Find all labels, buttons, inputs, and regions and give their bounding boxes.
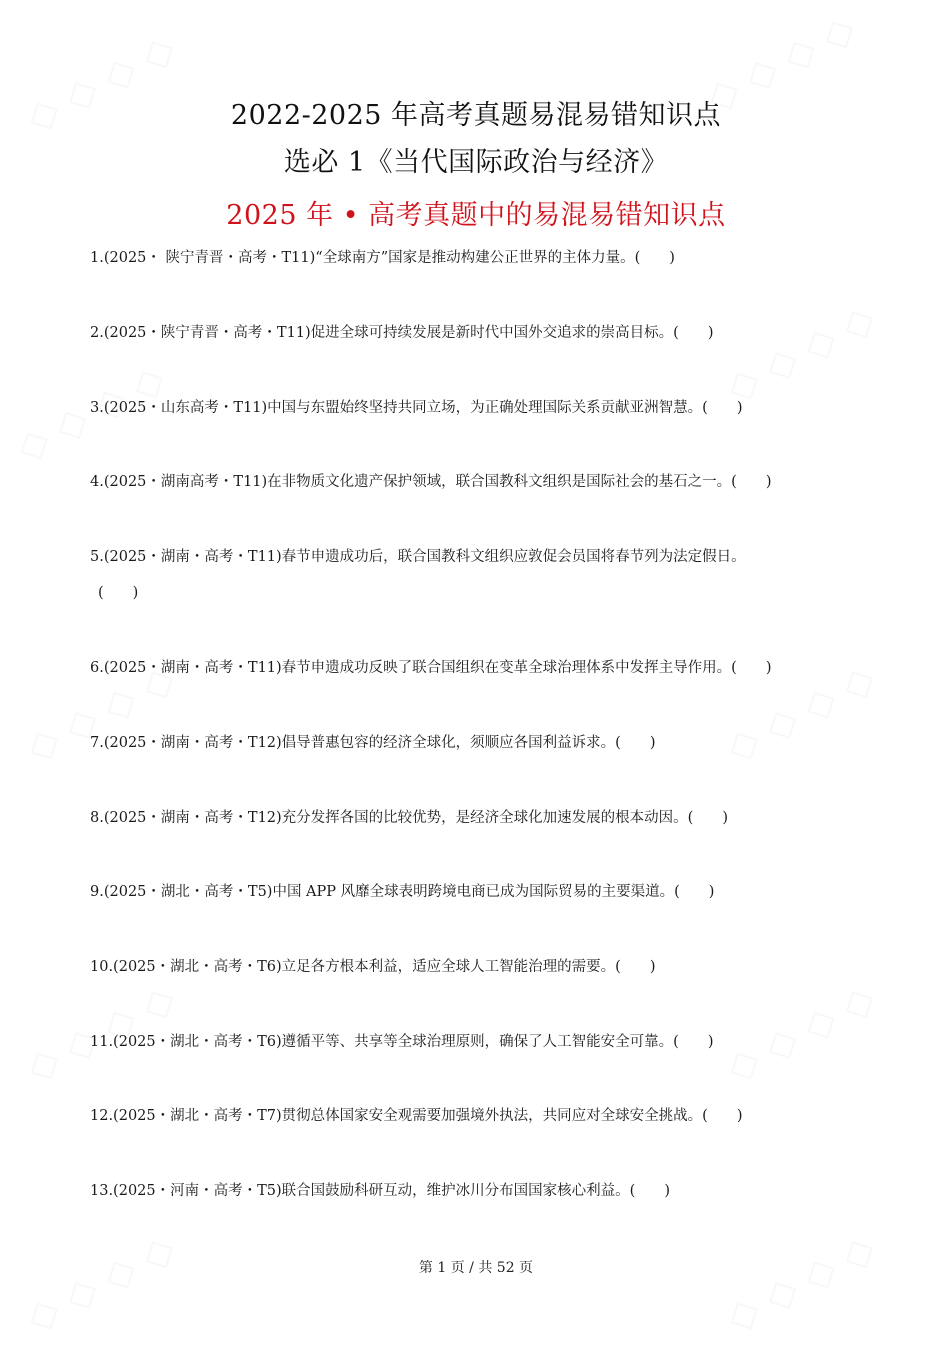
question-item: 9.(2025・湖北・高考・T5)中国 APP 风靡全球表明跨境电商已成为国际贸易的主要渠道。( ) [90, 884, 715, 900]
question-item: 7.(2025・湖南・高考・T12)倡导普惠包容的经济全球化，须顺应各国利益诉求。( ) [90, 735, 656, 751]
watermark-graphic: ◇ ◇ ◇ ◇ [18, 24, 183, 142]
question-item: 10.(2025・湖北・高考・T6)立足各方根本利益，适应全球人工智能治理的需要。( ) [90, 959, 656, 975]
question-item: 3.(2025・山东高考・T11)中国与东盟始终坚持共同立场，为正确处理国际关系贡献亚洲智慧。( ) [90, 400, 743, 416]
document-title: 2022-2025 年高考真题易混易错知识点 [230, 100, 722, 131]
document-subtitle: 选必 1《当代国际政治与经济》 [283, 147, 669, 178]
watermark-graphic: ◇ ◇ ◇ ◇ [18, 1224, 183, 1342]
watermark-graphic: ◇ ◇ ◇ ◇ [718, 294, 883, 412]
page-number: 第 1 页 / 共 52 页 [418, 1260, 534, 1276]
question-item: 4.(2025・湖南高考・T11)在非物质文化遗产保护领域，联合国教科文组织是国际社会的基石之一。( ) [90, 474, 772, 490]
question-item: 12.(2025・湖北・高考・T7)贯彻总体国家安全观需要加强境外执法，共同应对全球安全挑战。( ) [90, 1108, 743, 1124]
question-item: 13.(2025・河南・高考・T5)联合国鼓励科研互动，维护冰川分布国国家核心利益。( ) [90, 1183, 670, 1199]
question-item: 2.(2025・陕宁青晋・高考・T11)促进全球可持续发展是新时代中国外交追求的崇高目标。( ) [90, 325, 714, 341]
question-item: 8.(2025・湖南・高考・T12)充分发挥各国的比较优势，是经济全球化加速发展的根本动因。( ) [90, 810, 728, 826]
watermark-graphic: ◇ ◇ ◇ ◇ [718, 654, 883, 772]
watermark-graphic: ◇ ◇ ◇ ◇ [698, 4, 863, 122]
question-item: 11.(2025・湖北・高考・T6)遵循平等、共享等全球治理原则，确保了人工智能安全可靠。( ) [90, 1034, 714, 1050]
question-item: 6.(2025・湖南・高考・T11)春节申遗成功反映了联合国组织在变革全球治理体系中发挥主导作用。( ) [90, 660, 772, 676]
question-item-continuation: ( ) [98, 585, 139, 601]
watermark-graphic: ◇ ◇ ◇ ◇ [8, 354, 173, 472]
watermark-graphic: ◇ ◇ ◇ ◇ [18, 654, 183, 772]
section-heading: 2025 年 • 高考真题中的易混易错知识点 [226, 200, 726, 231]
watermark-graphic: ◇ ◇ ◇ ◇ [718, 1224, 883, 1342]
question-item: 1.(2025・ 陕宁青晋・高考・T11)“全球南方”国家是推动构建公正世界的主体力量。( ) [90, 250, 675, 266]
watermark-graphic: ◇ ◇ ◇ ◇ [718, 974, 883, 1092]
question-item: 5.(2025・湖南・高考・T11)春节申遗成功后，联合国教科文组织应敦促会员国将春节列为法定假日。 [90, 549, 746, 565]
watermark-graphic: ◇ ◇ ◇ ◇ [18, 974, 183, 1092]
